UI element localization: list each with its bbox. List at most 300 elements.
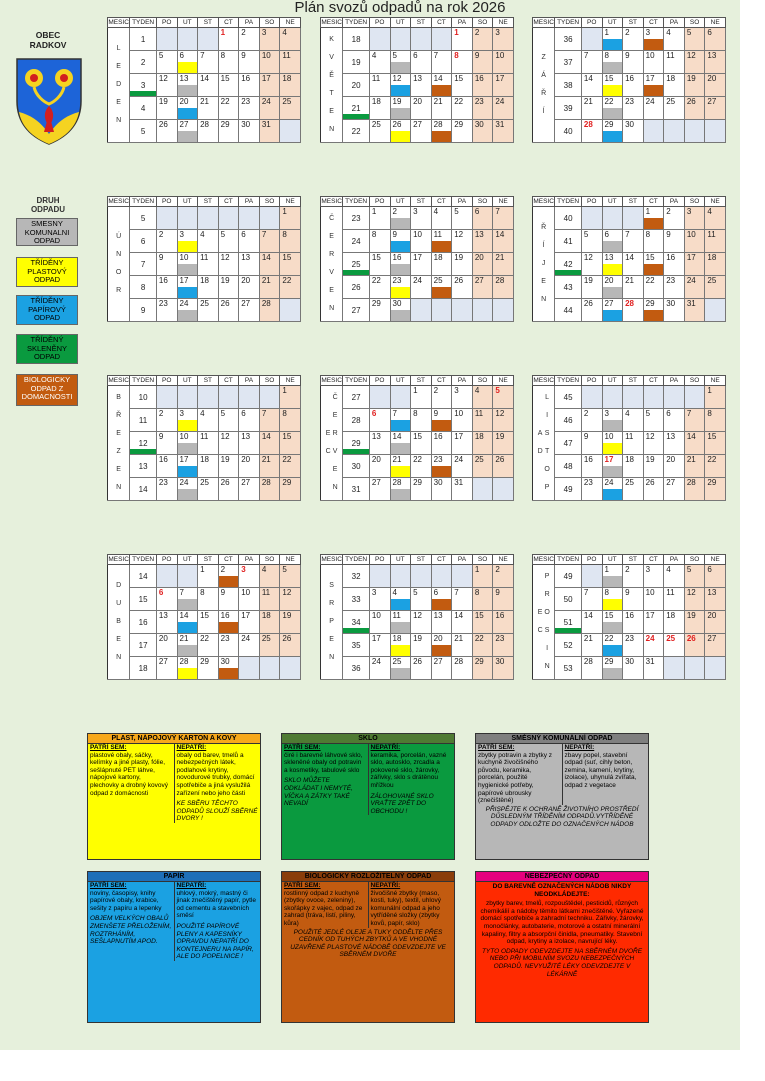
header-3: UT xyxy=(177,376,198,386)
empty-day xyxy=(705,120,726,143)
header-3: UT xyxy=(177,18,198,28)
day-number: 11 xyxy=(433,230,442,239)
glass-pickup-marker xyxy=(343,114,369,119)
day-number: 24 xyxy=(241,634,251,643)
day-number: 31 xyxy=(454,478,464,487)
empty-day xyxy=(684,120,705,143)
day-cell xyxy=(472,386,493,409)
day-cell xyxy=(643,97,664,120)
day-number: 29 xyxy=(454,120,464,129)
header-3: UT xyxy=(390,197,411,207)
pickup-plastic-marker xyxy=(178,62,198,73)
day-number: 2 xyxy=(241,28,246,37)
day-cell xyxy=(239,409,260,432)
empty-day xyxy=(218,386,239,409)
day-cell xyxy=(493,409,514,432)
day-number: 13 xyxy=(241,432,251,441)
month-name: Ř Í J E N xyxy=(533,207,555,322)
day-cell xyxy=(705,611,726,634)
day-cell xyxy=(602,28,623,51)
day-number: 27 xyxy=(241,478,251,487)
empty-day xyxy=(390,28,411,51)
pickup-mixed-marker xyxy=(391,443,411,454)
glass-pickup-marker xyxy=(343,270,369,275)
day-number: 23 xyxy=(433,455,443,464)
day-cell xyxy=(602,51,623,74)
day-number: 27 xyxy=(179,120,189,129)
info-box-label: PATŘÍ SEM: xyxy=(90,744,127,751)
day-cell xyxy=(623,97,644,120)
day-cell xyxy=(198,97,219,120)
day-cell xyxy=(369,611,390,634)
day-cell xyxy=(581,74,602,97)
info-box-column xyxy=(476,744,562,805)
day-cell xyxy=(664,478,685,501)
day-cell xyxy=(472,565,493,588)
day-number: 23 xyxy=(625,97,634,106)
day-cell xyxy=(177,588,198,611)
day-cell xyxy=(218,276,239,299)
day-number: 15 xyxy=(707,432,717,441)
day-cell xyxy=(259,97,280,120)
header-0: MESIC xyxy=(321,198,342,205)
day-cell xyxy=(369,120,390,143)
day-number: 21 xyxy=(179,634,189,643)
day-cell xyxy=(684,588,705,611)
day-cell xyxy=(239,276,260,299)
village-line1: OBEC xyxy=(35,30,61,40)
info-box-columns xyxy=(282,744,454,815)
pickup-mixed-marker xyxy=(178,310,198,321)
day-cell xyxy=(705,51,726,74)
day-cell xyxy=(280,74,301,97)
page-title: Plán svozů odpadů na rok 2026 xyxy=(294,0,506,16)
day-cell xyxy=(218,634,239,657)
header-7: SO xyxy=(684,197,705,207)
pickup-mixed-marker xyxy=(603,241,623,252)
week-number: 33 xyxy=(343,588,370,611)
day-cell xyxy=(623,230,644,253)
day-cell xyxy=(581,120,602,143)
day-cell xyxy=(411,230,432,253)
day-number: 20 xyxy=(474,253,484,262)
day-number: 29 xyxy=(707,478,717,487)
header-0: MESIC xyxy=(321,377,342,384)
header-2: PO xyxy=(581,18,602,28)
day-number: 6 xyxy=(413,51,418,60)
day-number: 7 xyxy=(433,51,439,60)
day-cell xyxy=(452,386,473,409)
day-cell xyxy=(684,253,705,276)
header-4: ST xyxy=(623,197,644,207)
day-number: 27 xyxy=(604,299,614,308)
day-cell xyxy=(581,230,602,253)
day-number: 4 xyxy=(200,230,205,239)
day-cell xyxy=(452,478,473,501)
day-number: 29 xyxy=(413,478,422,487)
pickup-bio-marker xyxy=(219,622,239,633)
pickup-plastic-marker xyxy=(603,443,623,454)
day-number: 29 xyxy=(474,657,484,666)
info-box-label: PATŘÍ SEM: xyxy=(284,882,321,889)
day-number: 15 xyxy=(220,74,230,83)
month-name: L E D E N xyxy=(108,28,130,143)
day-cell xyxy=(602,74,623,97)
day-cell xyxy=(472,657,493,680)
day-cell xyxy=(198,230,219,253)
day-cell xyxy=(623,28,644,51)
day-number: 11 xyxy=(200,432,209,441)
day-number: 17 xyxy=(686,253,696,262)
empty-day xyxy=(239,207,260,230)
header-2: PO xyxy=(581,555,602,565)
day-number: 12 xyxy=(686,588,696,597)
day-cell xyxy=(431,74,452,97)
day-number: 31 xyxy=(261,120,271,129)
day-number: 14 xyxy=(686,432,696,441)
pickup-mixed-marker xyxy=(391,62,411,73)
day-cell xyxy=(602,657,623,680)
day-cell xyxy=(411,276,432,299)
day-cell xyxy=(369,253,390,276)
day-cell xyxy=(198,409,219,432)
day-number: 23 xyxy=(158,299,168,308)
day-cell xyxy=(705,276,726,299)
week-number: 24 xyxy=(343,230,370,253)
pickup-bio-marker xyxy=(644,85,664,96)
day-number: 18 xyxy=(282,74,292,83)
day-number: 13 xyxy=(433,611,443,620)
info-box-label: PATŘÍ SEM: xyxy=(90,882,127,889)
pickup-mixed-marker xyxy=(391,489,411,500)
day-number: 25 xyxy=(261,634,271,643)
day-cell xyxy=(472,432,493,455)
day-number: 10 xyxy=(371,611,381,620)
week-number: 2 xyxy=(130,51,157,74)
header-0: MESIC xyxy=(533,556,554,563)
day-number: 2 xyxy=(666,207,671,216)
header-6: PA xyxy=(664,376,685,386)
empty-day xyxy=(602,207,623,230)
day-cell xyxy=(684,299,705,322)
empty-day xyxy=(390,386,411,409)
day-number: 18 xyxy=(433,253,443,262)
day-cell xyxy=(705,455,726,478)
day-number: 24 xyxy=(261,97,271,106)
week-number: 47 xyxy=(555,432,582,455)
day-cell xyxy=(280,478,301,501)
day-number: 11 xyxy=(371,74,381,83)
day-cell xyxy=(280,51,301,74)
day-number: 13 xyxy=(158,611,168,620)
day-cell xyxy=(239,230,260,253)
empty-day xyxy=(623,207,644,230)
day-number: 22 xyxy=(645,276,655,285)
info-box-extra: POUŽITÉ PAPÍROVÉ PLENY A KAPESNÍKY OPRAVDU NEPATŘÍ DO KONTEJNERU NA PAPÍR, ALE DO POPELNICE ! xyxy=(176,922,254,961)
day-number: 14 xyxy=(261,253,271,262)
day-number: 2 xyxy=(625,28,630,37)
pickup-mixed-marker xyxy=(391,622,411,633)
day-cell xyxy=(664,74,685,97)
header-8: NE xyxy=(705,18,726,28)
day-cell xyxy=(390,432,411,455)
day-cell xyxy=(623,299,644,322)
day-cell xyxy=(239,253,260,276)
day-cell xyxy=(369,432,390,455)
day-number: 2 xyxy=(583,409,589,418)
month-name: P R O S I N E C xyxy=(533,565,555,680)
empty-day xyxy=(177,386,198,409)
pickup-bio-marker xyxy=(219,576,239,587)
day-cell xyxy=(581,409,602,432)
day-cell xyxy=(684,409,705,432)
week-number: 15 xyxy=(130,588,157,611)
day-cell xyxy=(472,51,493,74)
day-number: 16 xyxy=(392,253,402,262)
month-calendar-2 xyxy=(107,375,301,501)
info-box-text: plastové obaly, sáčky, kelímky a jiné plasty, fólie, sešlápnuté PET láhve, nápojové kartony, plechovky a drobný kovový odpad z domácnosti xyxy=(90,751,169,797)
day-number: 18 xyxy=(666,74,676,83)
day-cell xyxy=(684,207,705,230)
week-number: 53 xyxy=(555,657,582,680)
day-number: 30 xyxy=(392,299,402,308)
header-3: UT xyxy=(177,197,198,207)
info-box-plastic xyxy=(87,733,261,860)
day-number: 2 xyxy=(474,28,480,37)
empty-day xyxy=(280,657,301,680)
day-number: 1 xyxy=(604,565,609,574)
day-number: 10 xyxy=(179,432,189,441)
day-cell xyxy=(602,588,623,611)
day-cell xyxy=(411,120,432,143)
day-number: 18 xyxy=(200,455,209,464)
day-cell xyxy=(472,409,493,432)
legend-item-0: SMESNY KOMUNALNI ODPAD xyxy=(16,218,78,246)
day-cell xyxy=(493,97,514,120)
day-cell xyxy=(239,97,260,120)
pickup-bio-marker xyxy=(644,264,664,275)
day-number: 18 xyxy=(261,611,271,620)
header-2: PO xyxy=(581,376,602,386)
day-cell xyxy=(472,276,493,299)
header-3: UT xyxy=(602,197,623,207)
day-cell xyxy=(431,588,452,611)
empty-day xyxy=(664,386,685,409)
day-cell xyxy=(705,432,726,455)
header-6: PA xyxy=(239,555,260,565)
day-number: 8 xyxy=(220,51,226,60)
pickup-paper-marker xyxy=(603,39,623,50)
day-cell xyxy=(218,478,239,501)
week-number: 35 xyxy=(343,634,370,657)
day-cell xyxy=(623,253,644,276)
day-cell xyxy=(390,611,411,634)
day-cell xyxy=(177,657,198,680)
day-number: 1 xyxy=(282,207,287,216)
day-number: 3 xyxy=(604,409,609,418)
day-number: 8 xyxy=(474,588,480,597)
day-cell xyxy=(198,455,219,478)
day-number: 21 xyxy=(583,97,593,106)
day-number: 17 xyxy=(604,455,614,464)
day-number: 1 xyxy=(200,565,205,574)
day-cell xyxy=(602,432,623,455)
header-0: MESIC xyxy=(533,19,554,26)
day-number: 15 xyxy=(454,74,464,83)
day-cell xyxy=(259,276,280,299)
day-cell xyxy=(472,230,493,253)
day-number: 12 xyxy=(454,230,464,239)
header-3: UT xyxy=(602,18,623,28)
legend-item-1: TŘÍDĚNY PLASTOVÝ ODPAD xyxy=(16,257,78,287)
day-cell xyxy=(705,478,726,501)
day-cell xyxy=(431,253,452,276)
day-cell xyxy=(369,409,390,432)
day-cell xyxy=(472,455,493,478)
month-calendar-0 xyxy=(107,17,301,143)
day-number: 10 xyxy=(604,432,614,441)
day-number: 20 xyxy=(179,97,189,106)
header-5: CT xyxy=(643,197,664,207)
day-number: 10 xyxy=(413,230,422,239)
day-number: 11 xyxy=(200,253,209,262)
day-number: 18 xyxy=(371,97,381,106)
day-cell xyxy=(239,588,260,611)
day-number: 22 xyxy=(282,276,292,285)
day-number: 25 xyxy=(200,299,209,308)
day-number: 24 xyxy=(604,478,614,487)
pickup-plastic-marker xyxy=(178,420,198,431)
pickup-plastic-marker xyxy=(178,241,198,252)
header-0: MESIC xyxy=(321,556,342,563)
day-number: 20 xyxy=(604,276,614,285)
day-number: 28 xyxy=(583,657,593,666)
day-number: 26 xyxy=(282,634,292,643)
day-number: 31 xyxy=(495,120,505,129)
day-number: 12 xyxy=(282,588,292,597)
day-number: 4 xyxy=(261,565,267,574)
info-box-extra: SKLO MŮŽETE ODKLÁDAT I NEMYTÉ, VÍČKA A ZÁTKY TAKÉ NEVADÍ xyxy=(284,777,353,808)
day-number: 19 xyxy=(583,276,593,285)
empty-day xyxy=(684,657,705,680)
day-cell xyxy=(390,51,411,74)
pickup-bio-marker xyxy=(644,39,664,50)
day-number: 9 xyxy=(495,588,500,597)
header-3: UT xyxy=(177,555,198,565)
day-number: 20 xyxy=(241,455,251,464)
day-number: 16 xyxy=(495,611,505,620)
day-number: 1 xyxy=(604,28,609,37)
pickup-mixed-marker xyxy=(391,668,411,679)
header-4: ST xyxy=(623,555,644,565)
day-number: 19 xyxy=(158,97,168,106)
day-number: 4 xyxy=(666,28,671,37)
day-number: 1 xyxy=(413,386,418,395)
day-cell xyxy=(643,611,664,634)
day-cell xyxy=(705,253,726,276)
day-number: 21 xyxy=(454,634,464,643)
day-cell xyxy=(684,565,705,588)
day-cell xyxy=(664,565,685,588)
day-number: 24 xyxy=(454,455,464,464)
info-box-label: NEPATŘÍ: xyxy=(176,882,207,889)
day-number: 30 xyxy=(241,120,251,129)
header-8: NE xyxy=(493,376,514,386)
info-box-paper xyxy=(87,871,261,1023)
day-number: 29 xyxy=(200,657,209,666)
info-box-column xyxy=(368,882,455,928)
day-cell xyxy=(581,299,602,322)
day-cell xyxy=(198,51,219,74)
month-name: Z Á Ř Í xyxy=(533,28,555,143)
day-cell xyxy=(218,28,239,51)
day-number: 23 xyxy=(495,634,505,643)
info-box-label: NEPATŘÍ: xyxy=(370,744,401,751)
day-cell xyxy=(643,276,664,299)
week-number: 14 xyxy=(130,565,157,588)
day-number: 28 xyxy=(392,478,402,487)
day-number: 18 xyxy=(200,276,209,285)
day-cell xyxy=(452,230,473,253)
week-number: 18 xyxy=(130,657,157,680)
header-4: ST xyxy=(198,376,219,386)
day-number: 1 xyxy=(474,565,480,574)
day-number: 4 xyxy=(282,28,287,37)
empty-day xyxy=(156,565,177,588)
header-0: MESIC xyxy=(533,377,554,384)
week-number: 30 xyxy=(343,455,370,478)
day-cell xyxy=(198,657,219,680)
info-box-columns xyxy=(88,882,260,961)
day-number: 18 xyxy=(474,432,484,441)
day-number: 16 xyxy=(474,74,484,83)
day-number: 11 xyxy=(261,588,271,597)
day-cell xyxy=(198,432,219,455)
header-6: PA xyxy=(452,197,473,207)
info-box-extra: KE SBĚRU TĚCHTO ODPADŮ SLOUŽÍ SBĚRNÉ DVORY ! xyxy=(176,800,258,823)
week-number: 18 xyxy=(343,28,370,51)
day-cell xyxy=(198,565,219,588)
pickup-mixed-marker xyxy=(391,108,411,119)
day-number: 15 xyxy=(282,432,292,441)
day-cell xyxy=(239,455,260,478)
day-number: 10 xyxy=(179,253,189,262)
day-cell xyxy=(623,611,644,634)
week-number: 10 xyxy=(130,386,157,409)
week-number: 27 xyxy=(343,386,370,409)
day-cell xyxy=(239,565,260,588)
empty-day xyxy=(198,28,219,51)
day-cell xyxy=(602,299,623,322)
day-cell xyxy=(643,51,664,74)
day-number: 28 xyxy=(433,120,443,129)
header-1: TYDEN xyxy=(130,18,157,28)
info-box-column xyxy=(368,744,455,815)
day-number: 16 xyxy=(625,611,634,620)
day-number: 8 xyxy=(645,230,651,239)
month-name: Ú N O R xyxy=(108,207,130,322)
day-cell xyxy=(177,299,198,322)
day-number: 11 xyxy=(282,51,291,60)
empty-day xyxy=(684,386,705,409)
day-cell xyxy=(280,207,301,230)
empty-day xyxy=(280,299,301,322)
pickup-bio-marker xyxy=(644,310,664,321)
header-6: PA xyxy=(452,376,473,386)
day-cell xyxy=(218,455,239,478)
pickup-bio-marker xyxy=(219,668,239,679)
pickup-bio-marker xyxy=(432,599,452,610)
